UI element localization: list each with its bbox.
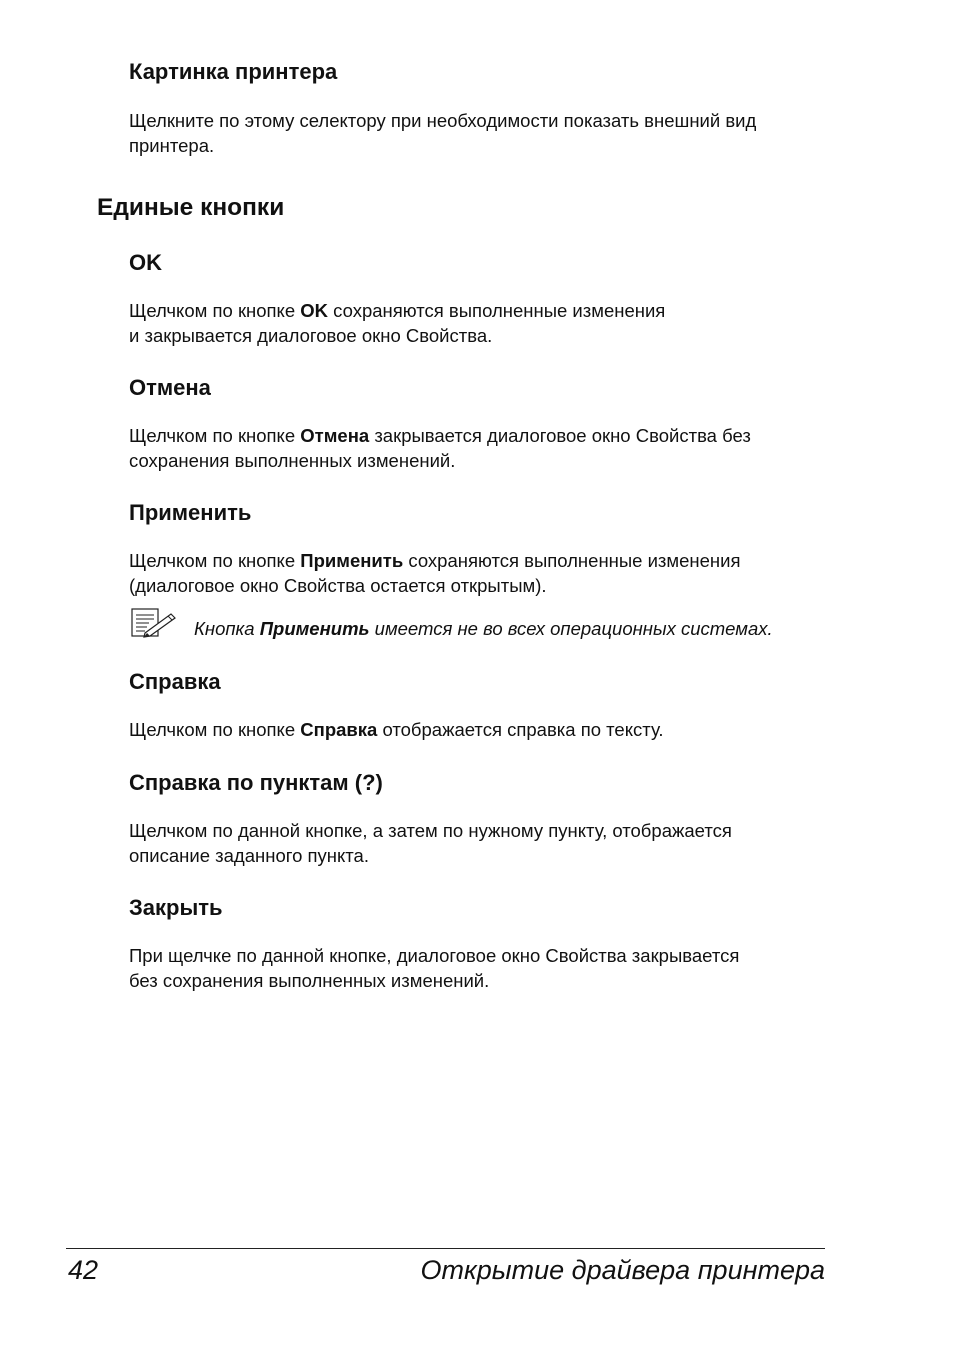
ok-suffix: сохраняются выполненные изменения [328, 300, 666, 321]
whats-this-line-1: Щелчком по данной кнопке, а затем по нужному пункту, отображается [129, 820, 732, 841]
whats-this-heading: Справка по пунктам (?) [129, 770, 383, 795]
page-number: 42 [68, 1255, 99, 1285]
help-prefix: Щелчком по кнопке [129, 719, 301, 740]
ok-description [129, 299, 849, 348]
help-description [129, 718, 849, 743]
ok-line-2: и закрывается диалоговое окно Свойства. [129, 324, 493, 346]
help-line-1 [129, 718, 849, 743]
ok-prefix: Щелчком по кнопке [129, 300, 301, 321]
apply-prefix: Щелчком по кнопке [129, 550, 301, 571]
cancel-description [129, 424, 849, 473]
printer-picture-line-2: принтера. [129, 134, 215, 156]
cancel-heading: Отмена [129, 375, 211, 400]
close-description [129, 944, 849, 993]
apply-heading: Применить [129, 500, 252, 525]
printer-picture-heading: Картинка принтера [129, 59, 338, 84]
cancel-prefix: Щелчком по кнопке [129, 425, 301, 446]
close-line-1: При щелчке по данной кнопке, диалоговое окно Свойства закрывается [129, 945, 740, 966]
apply-bold-term: Применить [300, 550, 404, 571]
cancel-bold-term: Отмена [300, 425, 370, 446]
ok-heading: OK [129, 250, 162, 275]
apply-line-1 [129, 549, 849, 574]
apply-line-2: (диалоговое окно Свойства остается открытым). [129, 574, 547, 596]
help-suffix: отображается справка по тексту. [377, 719, 664, 740]
whats-this-description [129, 819, 849, 868]
ok-line-1 [129, 299, 849, 324]
note-prefix: Кнопка [194, 618, 260, 639]
footer-chapter-title: Открытие драйвера принтера [420, 1255, 825, 1285]
printer-picture-description [129, 109, 849, 158]
note-bold-term: Применить [259, 618, 370, 639]
help-bold-term: Справка [300, 719, 378, 740]
printer-picture-line-1: Щелкните по этому селектору при необходимости показать внешний вид [129, 110, 757, 131]
cancel-suffix: закрывается диалоговое окно Свойства без [369, 425, 751, 446]
cancel-line-2: сохранения выполненных изменений. [129, 449, 456, 471]
common-buttons-heading: Единые кнопки [97, 194, 285, 221]
cancel-line-1 [129, 424, 849, 449]
close-heading: Закрыть [129, 895, 223, 920]
help-heading: Справка [129, 669, 221, 694]
note-pencil-icon [131, 608, 179, 638]
footer-divider [66, 1248, 825, 1249]
whats-this-line-2: описание заданного пункта. [129, 844, 369, 866]
note-suffix: имеется не во всех операционных системах. [369, 618, 773, 639]
close-line-2: без сохранения выполненных изменений. [129, 969, 490, 991]
ok-bold-term: OK [300, 300, 329, 321]
apply-description [129, 549, 849, 598]
apply-suffix: сохраняются выполненные изменения [403, 550, 741, 571]
apply-note-text [194, 617, 773, 641]
